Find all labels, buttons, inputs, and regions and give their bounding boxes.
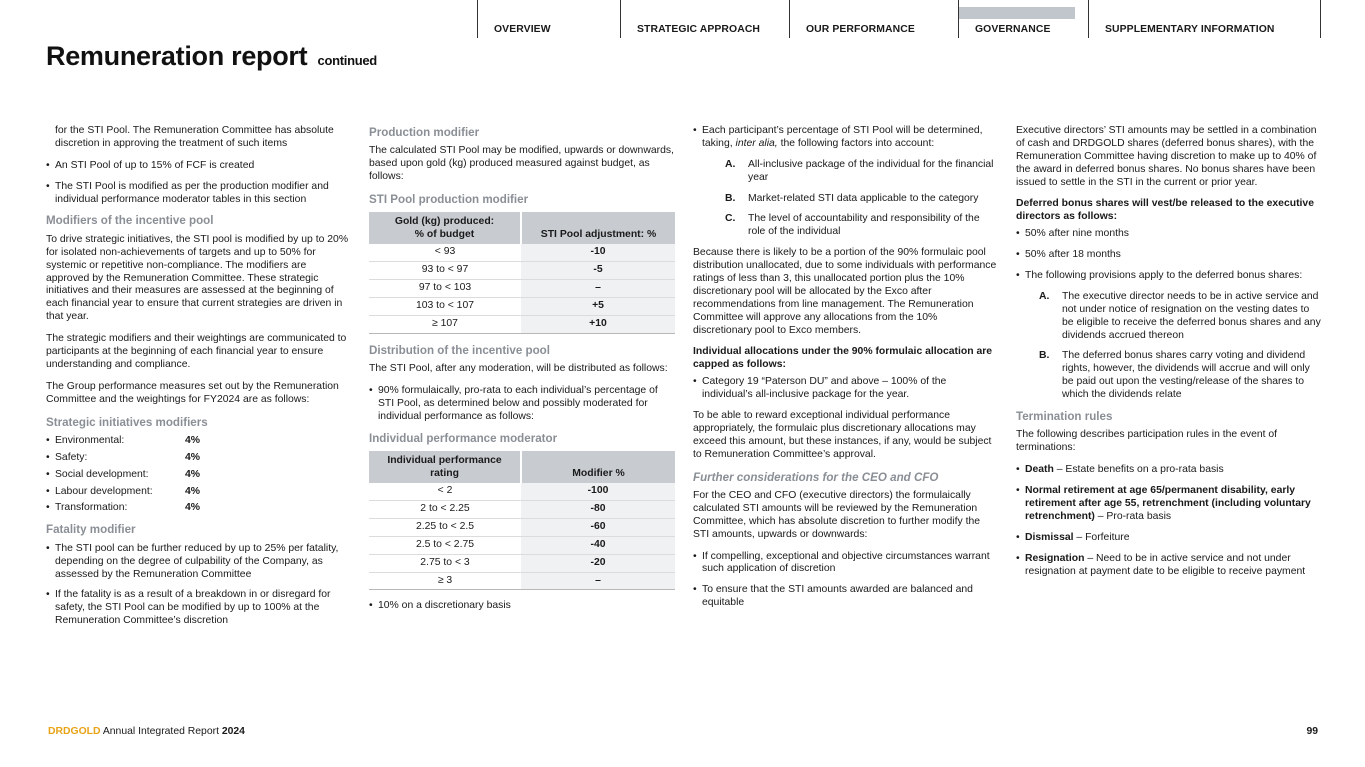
section-heading: Individual performance moderator <box>369 431 558 445</box>
list-item <box>725 159 999 185</box>
bold-heading: Deferred bonus shares will vest/be released to the executive directors as follows: <box>1016 198 1314 223</box>
modifier-label: • Safety: <box>55 451 88 463</box>
footer-report-name: Annual Integrated Report <box>100 726 222 737</box>
table-row <box>369 536 675 554</box>
table-cell: – <box>521 280 675 298</box>
list-item: • 90% formulaically, pro-rata to each individual’s percentage of STI Pool, as determined below and possibly moderated for individual performance as follows: <box>369 385 675 424</box>
table-cell: 2.75 to < 3 <box>369 554 521 572</box>
table-header-cell: Gold (kg) produced: % of budget <box>369 212 521 244</box>
list-item: • The STI Pool is modified as per the production modifier and individual performance moderator tables in this section <box>46 181 352 207</box>
list-text: The executive director needs to be in active service and not under notice of resignation on the vesting dates to be eligible to receive the deferred bonus shares and any dividends accrued thereon <box>1062 290 1321 341</box>
table-cell: -80 <box>521 501 675 519</box>
footer <box>48 726 245 739</box>
list-item: • An STI Pool of up to 15% of FCF is created <box>46 160 352 173</box>
page-title-continued: continued <box>317 53 377 68</box>
list-item <box>1016 532 1322 545</box>
term-text: – Pro-rata basis <box>1094 510 1172 522</box>
list-letter: B. <box>725 192 736 204</box>
table-row <box>369 244 675 261</box>
table-cell: -60 <box>521 518 675 536</box>
modifier-label: • Environmental: <box>55 434 125 446</box>
list-item: • 50% after nine months <box>1016 228 1322 241</box>
paragraph: The Group performance measures set out by the Remuneration Committee and the weightings for FY2024 are as follows: <box>46 380 339 405</box>
column-3 <box>693 125 999 618</box>
column-1 <box>46 125 352 636</box>
bullet-list <box>693 376 999 402</box>
table-cell: -5 <box>521 262 675 280</box>
nav-tab-overview[interactable] <box>477 0 620 38</box>
text-run: Each participant’s percentage of STI Pool will be determined, taking, <box>702 125 983 149</box>
table-row <box>369 483 675 500</box>
list-item <box>46 469 352 482</box>
paragraph: To be able to reward exceptional individual performance appropriately, the formulaic plus discretionary allocations may exceed this amount, but these instances, if any, would be subject to Remuneration Committee’s approval. <box>693 410 992 460</box>
column-2 <box>369 125 675 621</box>
table-cell: +5 <box>521 298 675 316</box>
table-row <box>369 518 675 536</box>
italic-text: inter alia, <box>735 137 778 149</box>
list-item <box>46 502 352 515</box>
modifier-value: 4% <box>185 485 201 497</box>
list-letter: C. <box>725 213 736 225</box>
page-title <box>46 40 377 73</box>
list-item: • To ensure that the STI amounts awarded are balanced and equitable <box>693 584 999 610</box>
section-heading: Strategic initiatives modifiers <box>46 415 208 429</box>
list-item <box>1039 350 1322 402</box>
list-item: • 10% on a discretionary basis <box>369 600 675 613</box>
list-letter: B. <box>1039 350 1050 362</box>
modifier-value: 4% <box>185 468 201 480</box>
table-header-cell: STI Pool adjustment: % <box>521 212 675 244</box>
term-text: – Estate benefits on a pro-rata basis <box>1053 464 1224 476</box>
factors-list <box>693 159 999 239</box>
table-header-cell: Modifier % <box>521 451 675 483</box>
table-row <box>369 262 675 280</box>
nav-tab-label: GOVERNANCE <box>975 24 1051 35</box>
list-item <box>46 435 352 448</box>
table-cell: 2 to < 2.25 <box>369 501 521 519</box>
section-heading: Further considerations for the CEO and CFO <box>693 470 939 484</box>
bullet-list <box>46 543 352 628</box>
term-label: Resignation <box>1025 552 1085 564</box>
list-item <box>1016 485 1322 524</box>
table-cell: -100 <box>521 483 675 500</box>
table-cell: -10 <box>521 244 675 261</box>
list-item <box>725 213 999 239</box>
list-letter: A. <box>725 158 736 170</box>
paragraph: The strategic modifiers and their weightings are communicated to participants at the beginning of each financial year to ensure understanding and compliance. <box>46 333 347 370</box>
nav-tab-label: SUPPLEMENTARY INFORMATION <box>1105 24 1275 35</box>
table-cell: 97 to < 103 <box>369 280 521 298</box>
paragraph: The STI Pool, after any moderation, will be distributed as follows: <box>369 363 668 375</box>
paragraph: For the CEO and CFO (executive directors) the formulaically calculated STI amounts will be reviewed by the Remuneration Committee, which has absolute discretion to further modify the STI amounts, upwards or downwards: <box>693 489 981 540</box>
section-heading: Distribution of the incentive pool <box>369 343 550 357</box>
term-label: Dismissal <box>1025 531 1074 543</box>
section-heading: STI Pool production modifier <box>369 193 529 207</box>
list-item: • Category 19 “Paterson DU” and above – 100% of the individual’s all-inclusive package for the year. <box>693 376 999 402</box>
term-label: Normal retirement at age 65/permanent disability, early retirement after age 55, retrenchment (including voluntary retrenchment) <box>1025 485 1311 522</box>
list-item <box>46 452 352 465</box>
nav-tab-label: OUR PERFORMANCE <box>806 24 915 35</box>
paragraph: for the STI Pool. The Remuneration Committee has absolute discretion in approving the treatment of such items <box>55 125 334 149</box>
nav-tab-strategic-approach[interactable] <box>620 0 789 38</box>
modifier-label: • Transformation: <box>55 502 128 514</box>
bullet-list <box>693 125 999 151</box>
bullet-list <box>693 551 999 611</box>
table-cell: < 93 <box>369 244 521 261</box>
bullet-list <box>1016 228 1322 283</box>
list-item: • The STI pool can be further reduced by up to 25% per fatality, depending on the degree of culpability of the Company, as assessed by the Remuneration Committee <box>46 543 352 582</box>
table-row <box>369 501 675 519</box>
table-cell: < 2 <box>369 483 521 500</box>
nav-tab-our-performance[interactable] <box>789 0 958 38</box>
list-item <box>1039 291 1322 343</box>
nav-tab-governance[interactable] <box>958 0 1088 38</box>
list-text: The deferred bonus shares carry voting and dividend rights, however, the dividends will accrue and will only be paid out upon the vesting/release of the shares to which the dividends relate <box>1062 350 1310 401</box>
column-4 <box>1016 125 1322 586</box>
paragraph: To drive strategic initiatives, the STI pool is modified by up to 20% for isolated non-achievements of targets and up to 50% for systemic or repetitive non-compliance. The modifiers are approved by the Remuneration Committee. These strategic initiatives and their measures are assessed at the beginning of each financial year to ensure that current strategies are driven in that year. <box>46 233 349 323</box>
bullet-list <box>369 385 675 424</box>
table-cell: ≥ 3 <box>369 572 521 590</box>
table-cell: 103 to < 107 <box>369 298 521 316</box>
table-row <box>369 280 675 298</box>
table-cell: 2.5 to < 2.75 <box>369 536 521 554</box>
table-cell: – <box>521 572 675 590</box>
top-navigation <box>477 0 1321 38</box>
list-text: Market-related STI data applicable to the category <box>748 192 979 204</box>
table-cell: 93 to < 97 <box>369 262 521 280</box>
table-cell: +10 <box>521 315 675 333</box>
table-cell: ≥ 107 <box>369 315 521 333</box>
bullet-list <box>46 160 352 207</box>
production-modifier-table <box>369 212 675 333</box>
table-row <box>369 315 675 333</box>
active-tab-indicator <box>959 7 1075 19</box>
term-text: – Need to be in active service and not under resignation at payment date to be eligible to receive payment <box>1025 552 1306 577</box>
modifier-label: • Labour development: <box>55 485 153 497</box>
page-number: 99 <box>1306 726 1318 737</box>
strategic-modifiers-list <box>46 435 352 515</box>
section-heading: Production modifier <box>369 126 480 139</box>
list-item: • The following provisions apply to the deferred bonus shares: <box>1016 270 1322 283</box>
table-row <box>369 298 675 316</box>
list-item <box>1016 553 1322 579</box>
modifier-value: 4% <box>185 502 201 514</box>
nav-tab-label: OVERVIEW <box>494 24 551 35</box>
section-heading: Fatality modifier <box>46 523 136 537</box>
list-item <box>46 486 352 499</box>
table-cell: -40 <box>521 536 675 554</box>
footer-year: 2024 <box>221 726 245 737</box>
table-cell: -20 <box>521 554 675 572</box>
table-row <box>369 554 675 572</box>
paragraph: The following describes participation rules in the event of terminations: <box>1016 429 1278 454</box>
list-item: • If the fatality is as a result of a breakdown in or disregard for safety, the STI Pool can be modified by up to 100% at the Remuneration Committee’s discretion <box>46 589 352 628</box>
provisions-list <box>1016 291 1322 402</box>
list-item <box>725 193 999 206</box>
individual-performance-table <box>369 451 675 590</box>
nav-tab-label: STRATEGIC APPROACH <box>637 24 761 35</box>
termination-list <box>1016 464 1322 578</box>
section-heading: Termination rules <box>1016 410 1113 424</box>
list-letter: A. <box>1039 290 1050 302</box>
list-item <box>1016 464 1322 477</box>
modifier-value: 4% <box>185 434 201 446</box>
modifier-value: 4% <box>185 451 201 463</box>
nav-tab-supplementary-information[interactable] <box>1088 0 1321 38</box>
list-item <box>693 125 999 151</box>
term-text: – Forfeiture <box>1073 531 1130 543</box>
paragraph: Because there is likely to be a portion of the 90% formulaic pool distribution unallocated, due to some individuals with performance ratings of less than 3, this unallocated portion plus the 10% discretionary pool will be allocated by the Exco after recommendations from line management. The Remuneration Committee will approve any allocations from the 10% discretionary pool to Exco members. <box>693 247 997 336</box>
section-heading: Modifiers of the incentive pool <box>46 214 214 228</box>
list-item: • If compelling, exceptional and objective circumstances warrant such application of discretion <box>693 551 999 577</box>
footer-brand: DRDGOLD <box>48 726 101 737</box>
bullet-list <box>369 600 675 613</box>
table-header-cell: Individual performance rating <box>369 451 521 483</box>
list-text: The level of accountability and responsibility of the role of the individual <box>748 213 980 238</box>
table-row <box>369 572 675 590</box>
text-run: the following factors into account: <box>777 137 935 149</box>
list-text: All-inclusive package of the individual for the financial year <box>748 158 994 183</box>
page-title-main: Remuneration report <box>46 41 308 71</box>
bold-heading: Individual allocations under the 90% formulaic allocation are capped as follows: <box>693 346 993 371</box>
table-cell: 2.25 to < 2.5 <box>369 518 521 536</box>
list-item: • 50% after 18 months <box>1016 249 1322 262</box>
table-header-row <box>369 451 675 483</box>
term-label: Death <box>1025 464 1054 476</box>
table-header-row <box>369 212 675 244</box>
paragraph: The calculated STI Pool may be modified, upwards or downwards, based upon gold (kg) produced measured against budget, as follows: <box>369 145 674 183</box>
paragraph: Executive directors’ STI amounts may be settled in a combination of cash and DRDGOLD shares (deferred bonus shares), with the Remuneration Committee having discretion to make up to 40% of the award in deferred bonus shares. No bonus shares have been issued to settle in the STI in the current or prior year. <box>1016 125 1317 188</box>
modifier-label: • Social development: <box>55 468 149 480</box>
